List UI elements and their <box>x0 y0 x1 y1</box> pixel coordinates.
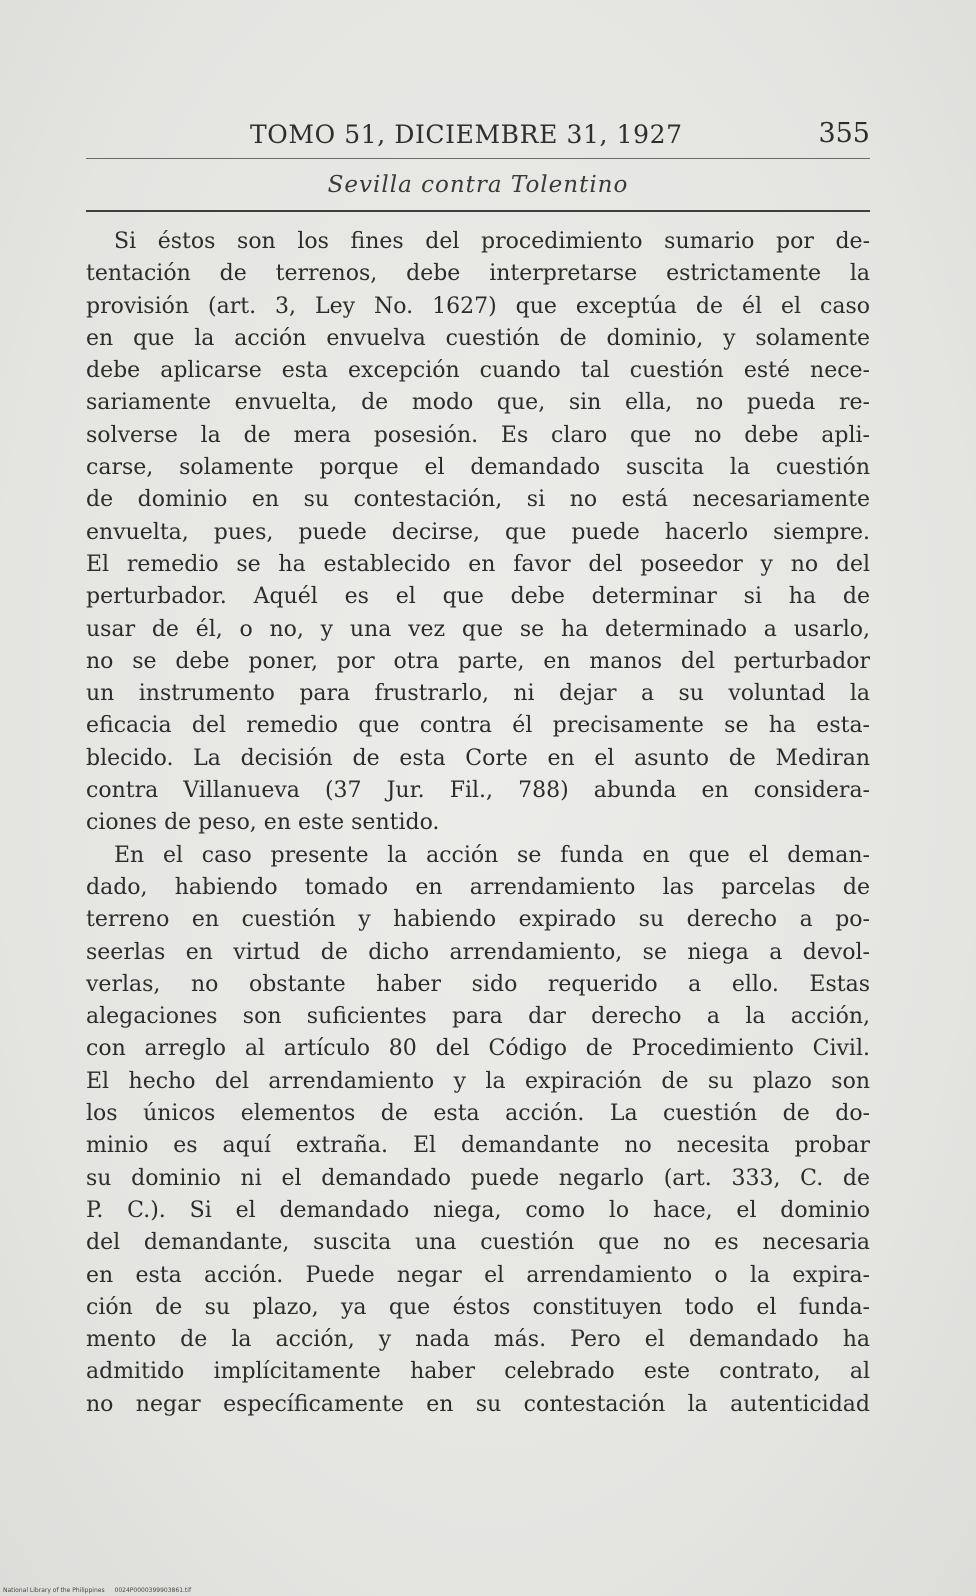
case-title: Sevilla contra Tolentino <box>327 172 629 198</box>
text-line: perturbador. Aquél es el que debe determinar si ha de <box>86 584 870 610</box>
text-line: en esta acción. Puede negar el arrendamiento o la expira- <box>86 1262 870 1288</box>
text-line: su dominio ni el demandado puede negarlo (art. 333, C. de <box>86 1165 870 1191</box>
text-line: con arreglo al artículo 80 del Código de Procedimiento Civil. <box>86 1036 870 1062</box>
text-line: verlas, no obstante haber sido requerido a ello. Estas <box>86 971 870 997</box>
body-text <box>86 226 870 1421</box>
running-head: TOMO 51, DICIEMBRE 31, 1927 <box>250 120 683 149</box>
footer-library: National Library of the Philippines <box>3 1587 105 1594</box>
text-line: solverse la de mera posesión. Es claro que no debe apli- <box>86 422 870 448</box>
text-line: En el caso presente la acción se funda en que el deman- <box>114 842 870 868</box>
text-line: admitido implícitamente haber celebrado este contrato, al <box>86 1359 870 1385</box>
text-line: de dominio en su contestación, si no está necesariamente <box>86 487 870 513</box>
page-header <box>86 112 870 160</box>
text-line: mento de la acción, y nada más. Pero el demandado ha <box>86 1327 870 1353</box>
text-line: sariamente envuelta, de modo que, sin ella, no pueda re- <box>86 390 870 416</box>
text-line: envuelta, pues, puede decirse, que puede hacerlo siempre. <box>86 519 870 545</box>
text-line: Si éstos son los fines del procedimiento sumario por de- <box>114 229 870 254</box>
text-line: del demandante, suscita una cuestión que no es necesaria <box>86 1230 870 1256</box>
scan-footer <box>0 1585 194 1596</box>
text-line: eficacia del remedio que contra él precisamente se ha esta- <box>86 713 870 739</box>
text-line: El remedio se ha establecido en favor del poseedor y no del <box>86 551 870 577</box>
text-line: contra Villanueva (37 Jur. Fil., 788) abunda en considera- <box>86 778 870 804</box>
text-line: blecido. La decisión de esta Corte en el asunto de Mediran <box>86 745 870 771</box>
text-line: dado, habiendo tomado en arrendamiento las parcelas de <box>86 874 870 900</box>
text-line: no se debe poner, por otra parte, en manos del perturbador <box>86 648 870 674</box>
page-number: 355 <box>818 118 870 149</box>
header-rule-top <box>86 158 870 159</box>
text-line: debe aplicarse esta excepción cuando tal cuestión esté nece- <box>86 358 870 384</box>
text-line: en que la acción envuelva cuestión de dominio, y solamente <box>86 325 870 351</box>
text-line: los únicos elementos de esta acción. La cuestión de do- <box>86 1101 870 1127</box>
text-line: terreno en cuestión y habiendo expirado su derecho a po- <box>86 907 870 933</box>
text-line: provisión (art. 3, Ley No. 1627) que exceptúa de él el caso <box>86 293 870 319</box>
text-line: un instrumento para frustrarlo, ni dejar a su voluntad la <box>86 681 870 707</box>
text-line: alegaciones son suficientes para dar derecho a la acción, <box>86 1004 870 1030</box>
text-line: ciones de peso, en este sentido. <box>86 810 440 836</box>
text-line: P. C.). Si el demandado niega, como lo hace, el dominio <box>86 1197 870 1223</box>
text-line: usar de él, o no, y una vez que se ha determinado a usarlo, <box>86 616 870 642</box>
text-line: carse, solamente porque el demandado suscita la cuestión <box>86 455 870 481</box>
text-line: tentación de terrenos, debe interpretarse estrictamente la <box>86 261 870 287</box>
text-line: ción de su plazo, ya que éstos constituyen todo el funda- <box>86 1294 870 1320</box>
footer-file-id: 0024P0000399903861.tif <box>114 1587 192 1594</box>
text-line: seerlas en virtud de dicho arrendamiento, se niega a devol- <box>86 939 870 965</box>
text-line: no negar específicamente en su contestación la autenticidad <box>86 1391 870 1417</box>
text-line: El hecho del arrendamiento y la expiración de su plazo son <box>86 1068 870 1094</box>
header-rule-bottom <box>86 210 870 212</box>
text-line: minio es aquí extraña. El demandante no necesita probar <box>86 1133 870 1159</box>
